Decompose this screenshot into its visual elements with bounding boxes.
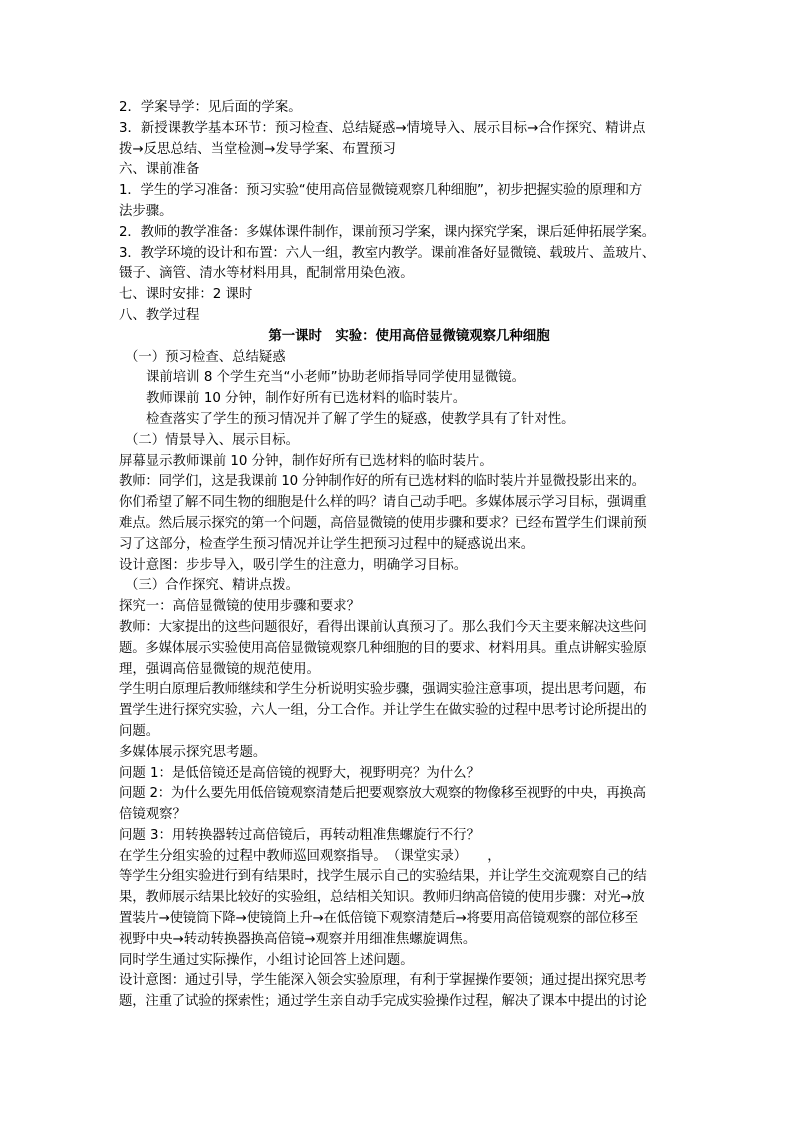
text-line: 你们希望了解不同生物的细胞是什么样的吗？请自己动手吧。多媒体展示学习目标，强调重 <box>119 495 647 511</box>
text-line: 置装片→使镜筒下降→使镜筒上升→在低倍镜下观察清楚后→将要用高倍镜观察的部位移至 <box>119 911 638 927</box>
text-line: 教师课前 10 分钟，制作好所有已选材料的临时装片。 <box>146 391 467 407</box>
subsection-heading: （一）预习检查、总结疑惑 <box>125 349 286 365</box>
text-line: 学生明白原理后教师继续和学生分析说明实验步骤，强调实验注意事项，提出思考问题，布 <box>119 682 647 698</box>
text-line: 检查落实了学生的预习情况并了解了学生的疑惑，使教学具有了针对性。 <box>146 411 575 427</box>
text-line: 设计意图：通过引导，学生能深入领会实验原理，有利于掌握操作要领；通过提出探究思考 <box>119 973 647 989</box>
text-line: 在学生分组实验的过程中教师巡回观察指导。 （课堂实录） ， <box>119 848 501 864</box>
question-line: 倍镜观察？ <box>119 807 186 823</box>
question-line: 问题 2：为什么要先用低倍镜观察清楚后把要观察放大观察的物像移至视野的中央，再换高 <box>119 786 646 802</box>
lesson-title: 第一课时 实验：使用高倍显微镜观察几种细胞 <box>268 328 550 344</box>
text-line: 2．学案导学：见后面的学案。 <box>119 100 302 115</box>
text-line: 视野中央→转动转换器换高倍镜→观察并用细准焦螺旋调焦。 <box>119 931 477 947</box>
text-line: 3．教学环境的设计和布置：六人一组，教室内教学。课前准备好显微镜、载玻片、盖玻片、 <box>119 245 655 261</box>
text-line: 置学生进行探究实验，六人一组，分工合作。并让学生在做实验的过程中思考讨论所提出的 <box>119 703 647 719</box>
text-line: 探究一：高倍显微镜的使用步骤和要求？ <box>119 599 361 615</box>
text-line: 设计意图：步步导入，吸引学生的注意力，明确学习目标。 <box>119 557 468 573</box>
text-line: 等学生分组实验进行到有结果时，找学生展示自己的实验结果，并让学生交流观察自己的结 <box>119 869 647 885</box>
section-heading: 八、教学过程 <box>119 307 200 323</box>
text-line: 教师：大家提出的这些问题很好，看得出课前认真预习了。那么我们今天主要来解决这些问 <box>119 619 647 635</box>
text-line: 2．教师的教学准备：多媒体课件制作，课前预习学案，课内探究学案，课后延伸拓展学案。 <box>119 224 655 240</box>
text-line: 果，教师展示结果比较好的实验组，总结相关知识。教师归纳高倍镜的使用步骤：对光→放 <box>119 890 645 906</box>
text-line: 问题。 <box>119 723 160 739</box>
text-line: 题，注重了试验的探索性；通过学生亲自动手完成实验操作过程，解决了课本中提出的讨论 <box>119 994 647 1010</box>
text-line: 多媒体展示探究思考题。 <box>119 744 267 760</box>
text-line: 课前培训 8 个学生充当“小老师”协助老师指导同学使用显微镜。 <box>146 370 526 386</box>
text-line: 镊子、滴管、清水等材料用具，配制常用染色液。 <box>119 266 414 282</box>
question-line: 问题 1：是低倍镜还是高倍镜的视野大，视野明亮？为什么？ <box>119 765 480 781</box>
question-line: 问题 3：用转换器转过高倍镜后，再转动粗准焦螺旋行不行？ <box>119 827 480 843</box>
section-heading: 七、课时安排：2 课时 <box>119 287 253 303</box>
subsection-heading: （三）合作探究、精讲点拨。 <box>125 578 300 594</box>
subsection-heading: （二）情景导入、展示目标。 <box>125 432 300 448</box>
text-line: 同时学生通过实际操作，小组讨论回答上述问题。 <box>119 952 414 968</box>
text-line: 屏幕显示教师课前 10 分钟，制作好所有已选材料的临时装片。 <box>119 453 493 469</box>
text-line: 难点。然后展示探究的第一个问题，高倍显微镜的使用步骤和要求？已经布置学生们课前预 <box>119 515 647 531</box>
text-line: 1．学生的学习准备：预习实验“使用高倍显微镜观察几种细胞”，初步把握实验的原理和方 <box>119 183 643 199</box>
document-body <box>119 98 679 1013</box>
section-heading: 六、课前准备 <box>119 162 200 178</box>
text-line: 理，强调高倍显微镜的规范使用。 <box>119 661 320 677</box>
text-line: 法步骤。 <box>119 203 173 219</box>
text-line: 拨→反思总结、当堂检测→发导学案、布置预习 <box>119 141 396 157</box>
text-line: 3．新授课教学基本环节：预习检查、总结疑惑→情境导入、展示目标→合作探究、精讲点 <box>119 120 646 136</box>
text-line: 习了这部分，检查学生预习情况并让学生把预习过程中的疑惑说出来。 <box>119 536 535 552</box>
text-line: 题。多媒体展示实验使用高倍显微镜观察几种细胞的目的要求、材料用具。重点讲解实验原 <box>119 640 647 656</box>
text-line: 教师：同学们，这是我课前 10 分钟制作好的所有已选材料的临时装片并显微投影出来的。 <box>119 474 645 490</box>
